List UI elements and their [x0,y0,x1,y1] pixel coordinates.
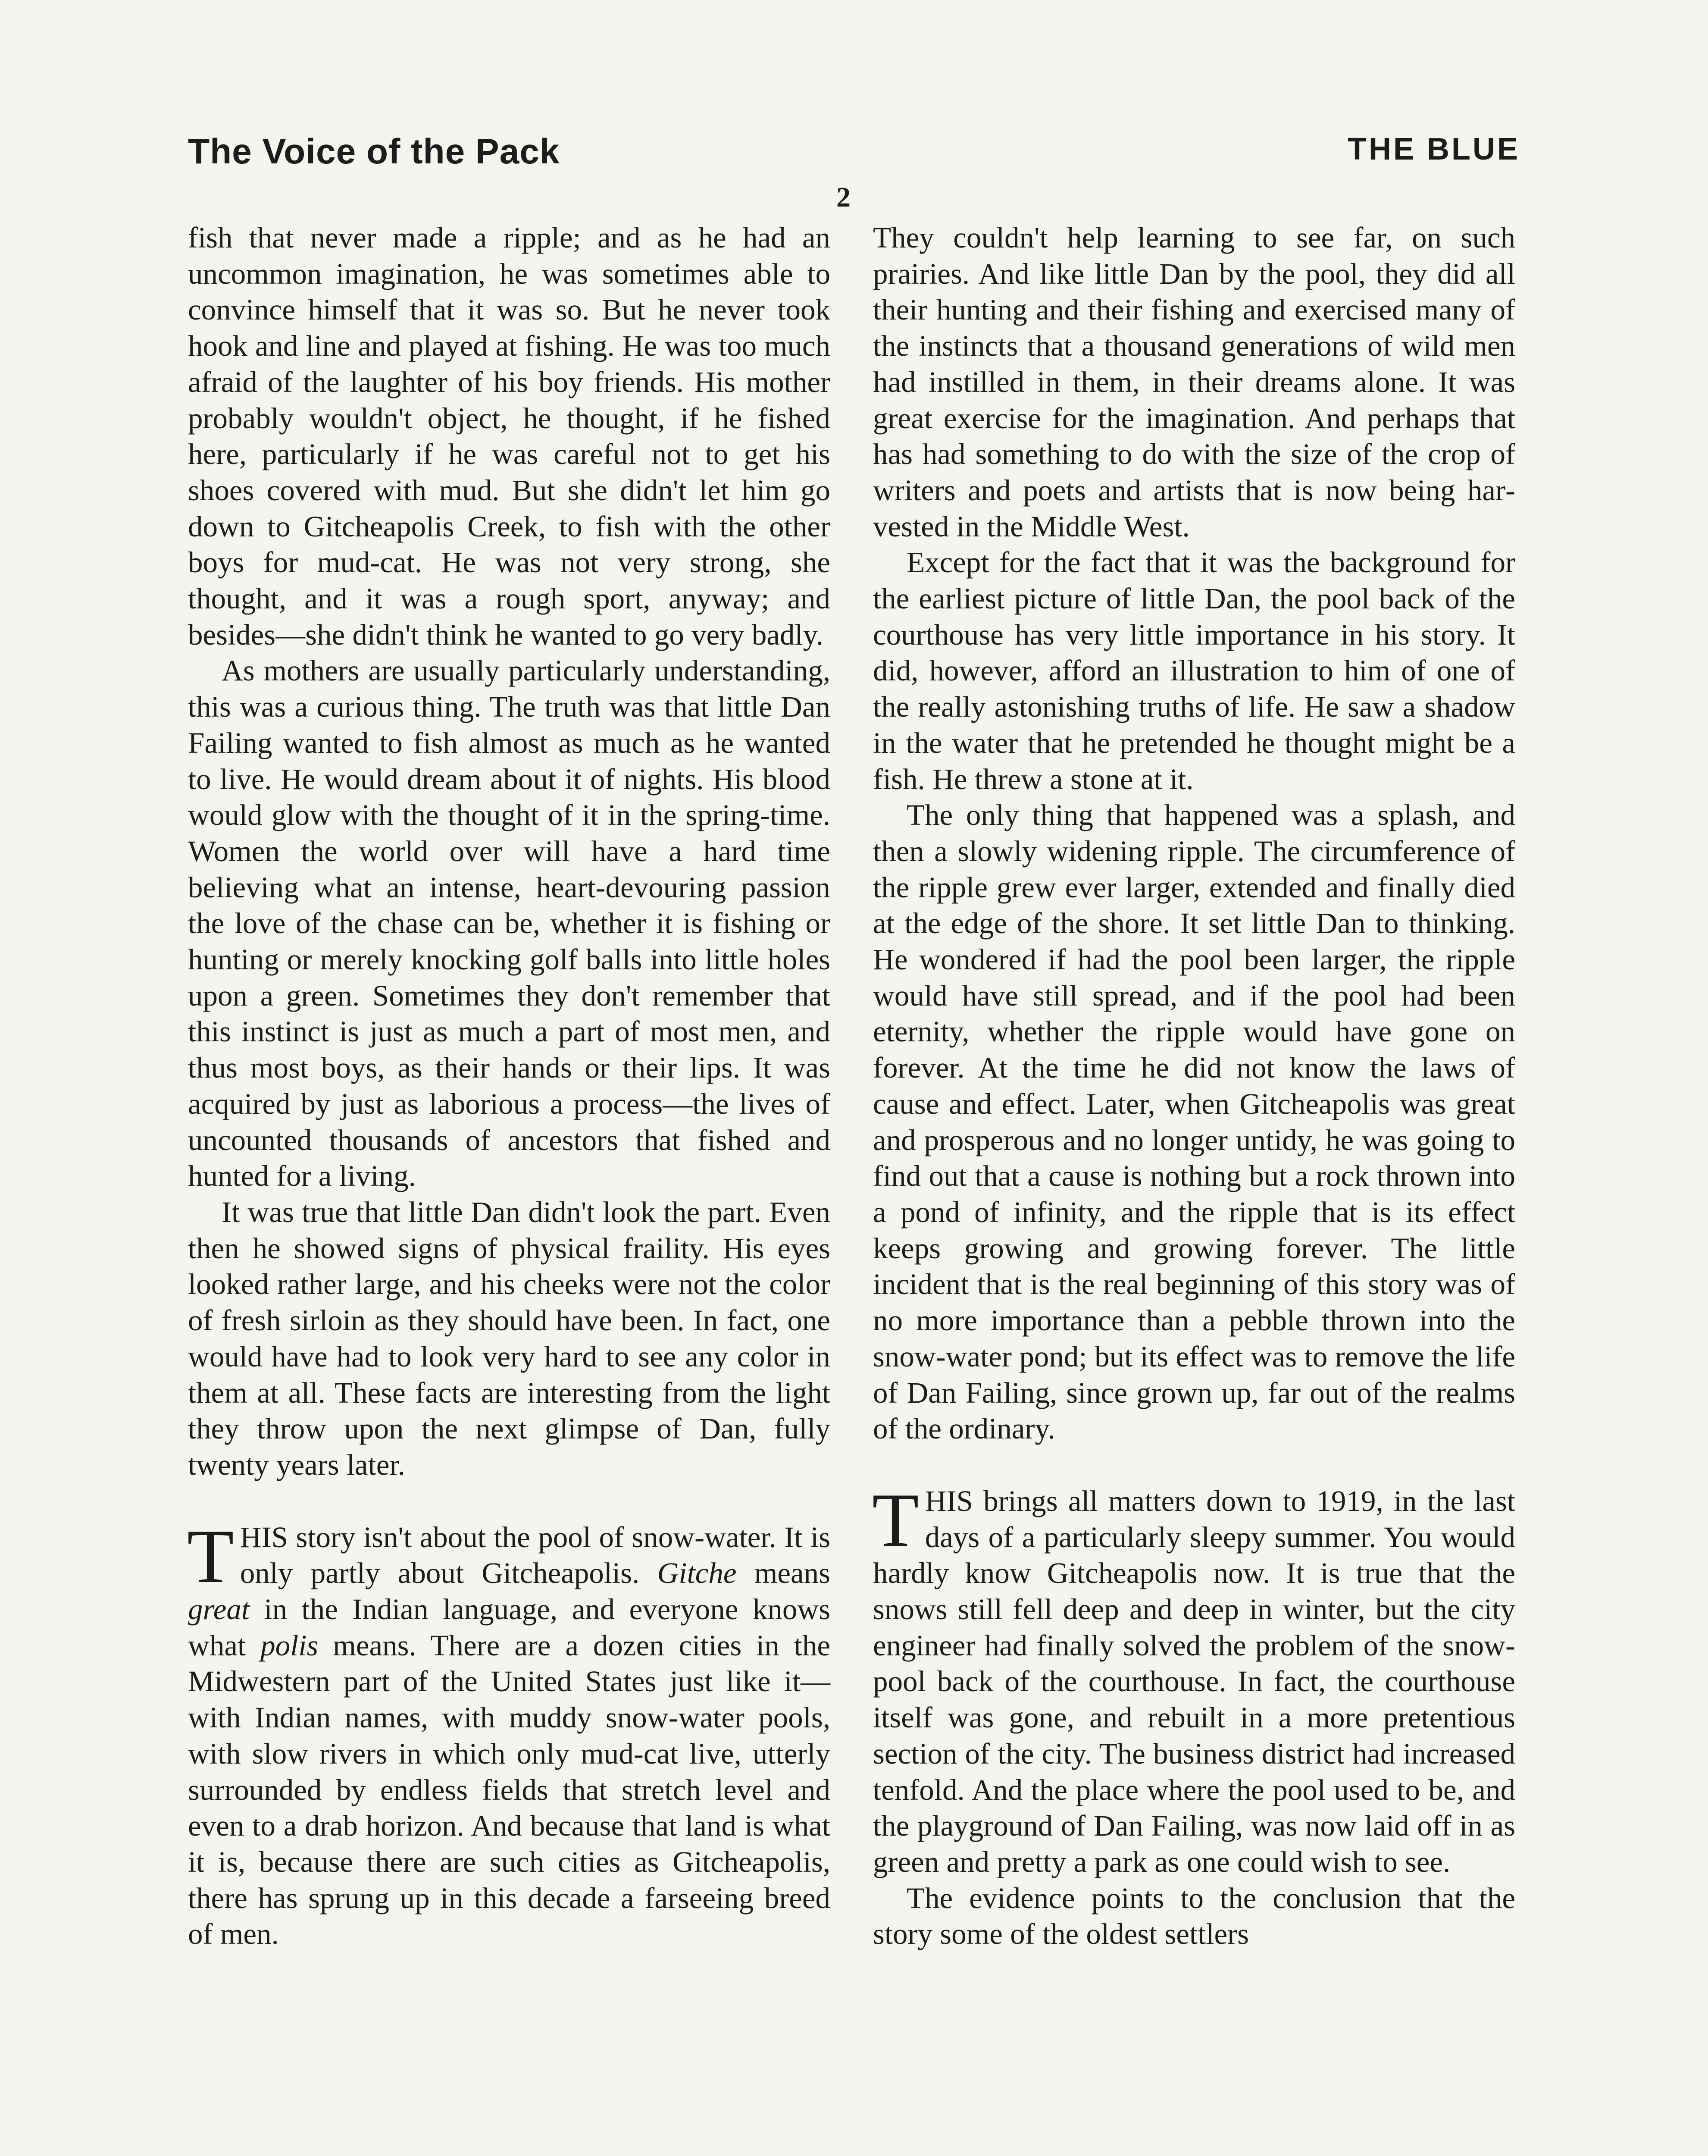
italic-word: polis [260,1629,319,1662]
right-paragraph-4 [872,1477,1515,1880]
left-paragraph-2: As mothers are usually particularly understanding, this was a curious thing. The truth was that little Dan Failing wanted to fish almost as much as he wanted to live. He would dream about it of nights. His blood would glow with the thought of it in the spring-time. Women the world over will have a hard time believing what an intense, heart-devouring passion the love of the chase can be, whether it is fishing or hunting or merely knocking golf balls into little holes upon a green. Sometimes they don't remember that this instinct is just as much a part of most men, and thus most boys, as their hands or their lips. It was acquired by just as laborious a process—the lives of uncounted thousands of ancestors that fished and hunted for a living. [188,654,830,1193]
running-title: The Voice of the Pack [188,132,560,171]
drop-cap-letter: T [872,1477,919,1563]
italic-word: great [188,1593,250,1626]
right-paragraph-3: The only thing that happened was a splash, and then a slowly widening ripple. The circumference of the ripple grew ever larger, extended and finally died at the edge of the shore. It set little Dan to thinking. He wondered if had the pool been larger, the ripple would have still spread, and if the pool had been eternity, whether the ripple would have gone on forever. At the time he did not know the laws of cause and effect. Later, when Gitcheapolis was great and prosperous and no longer untidy, he was going to find out that a cause is nothing but a rock thrown into a pond of infinity, and the ripple that is its effect keeps growing and growing forever. The little incident that is the real beginning of this story was of no more importance than a pebble thrown into the snow-water pond; but its effect was to remove the life of Dan Failing, since grown up, far out of the realms of the ordinary. [873,799,1515,1445]
left-column [188,220,830,1952]
left-paragraph-3: It was true that little Dan didn't look the part. Even then he showed signs of physical fraility. His eyes looked rather large, and his cheeks were not the color of fresh sirloin as they should have been. In fact, one would have had to look very hard to see any color in them at all. These facts are interesting from the light they throw upon the next glimpse of Dan, fully twenty years later. [188,1195,830,1481]
text-run: HIS brings all matters down to 1919, in the last days of a particularly sleepy summer. You would hardly know Gitcheapolis now. It is true that the snows still fell deep and deep in winter, but the city engineer had finally solved the problem of the snow-pool back of the courthouse. In fact, the courthouse itself was gone, and rebuilt in a more pretentious section of the city. The business district had increased tenfold. And the place where the pool used to be, and the playground of Dan Failing, was now laid off in as green and pretty a park as one could wish to see. [873,1484,1515,1878]
drop-cap-letter: T [187,1513,234,1599]
right-column [873,220,1515,1952]
text-run: in the Indian language, and everyone knows what [188,1593,830,1662]
right-paragraph-1: They couldn't help learning to see far, on such prairies. And like little Dan by the pool, they did all their hunting and their fishing and exercised many of the instincts that a thousand generations of wild men had instilled in them, in their dreams alone. It was great exercise for the imagination. And perhaps that has had something to do with the size of the crop of writers and poets and artists that is now being harvested in the Middle West. [873,221,1515,543]
text-run: means [736,1557,830,1590]
page-number: 2 [836,182,851,213]
text-run: means. There are a dozen cities in the Midwestern part of the United States just like it—with Indian names, with muddy snow-water pools, with slow rivers in which only mud-cat live, utterly surrounded by endless fields that stretch level and even to a drab horizon. And because that land is what it is, because there are such cities as Gitcheapolis, there has sprung up in this decade a farseeing breed of men. [188,1629,830,1951]
section-break [188,1483,830,1520]
left-paragraph-1: fish that never made a ripple; and as he had an uncommon imagination, he was sometimes able to convince himself that it was so. But he never took hook and line and played at fishing. He was too much afraid of the laughter of his boy friends. His mother probably wouldn't object, he thought, if he fished here, particularly if he was careful not to get his shoes covered with mud. But she didn't let him go down to Gitcheapolis Creek, to fish with the other boys for mud-cat. He was not very strong, she thought, and it was a rough sport, anyway; and besides—she didn't think he wanted to go very badly. [188,221,830,651]
italic-word: Gitche [657,1557,737,1590]
magazine-name: THE BLUE [1348,132,1520,166]
left-paragraph-4 [187,1513,830,1952]
right-paragraph-5: The evidence points to the conclusion that the story some of the oldest settlers [873,1881,1515,1951]
right-paragraph-2: Except for the fact that it was the background for the earliest picture of little Dan, the pool back of the courthouse has very little importance in his story. It did, however, afford an illustration to him of one of the really astonishing truths of life. He saw a shadow in the water that he pretended he thought might be a fish. He threw a stone at it. [873,546,1515,796]
text-run: HIS story isn't about the pool of snow-water. It is only partly about Gitcheapolis. [240,1520,830,1590]
section-break [873,1447,1515,1483]
